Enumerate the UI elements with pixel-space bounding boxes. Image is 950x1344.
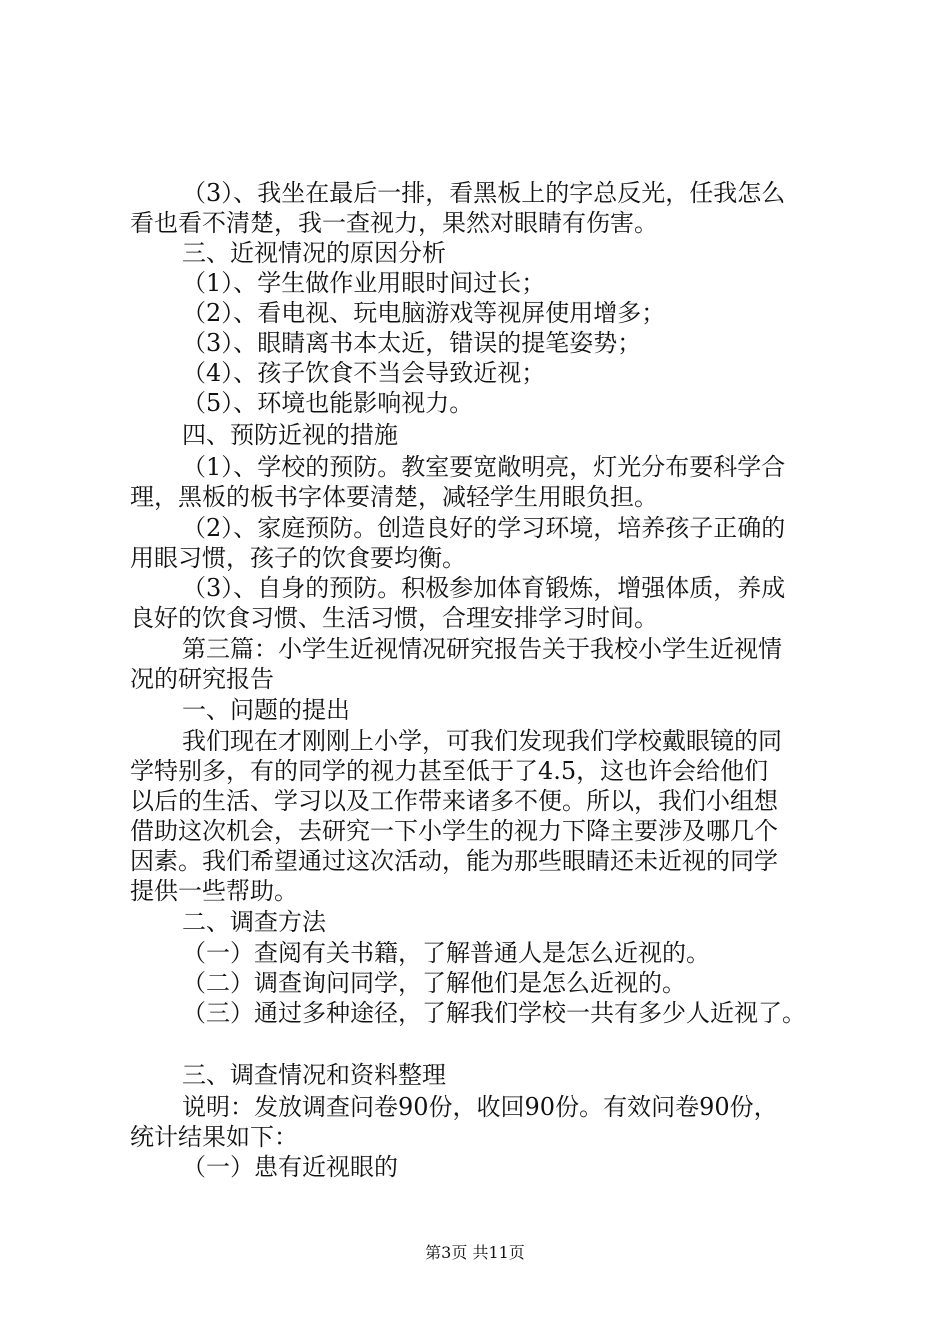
section-heading: 四、预防近视的措施 — [182, 421, 398, 449]
section-heading: 三、近视情况的原因分析 — [182, 239, 446, 267]
list-item: （一）查阅有关书籍，了解普通人是怎么近视的。 — [182, 939, 710, 967]
chapter-title: 况的研究报告 — [130, 665, 274, 693]
list-item: （一）患有近视眼的 — [182, 1153, 398, 1181]
text-line: 良好的饮食习惯、生活习惯，合理安排学习时间。 — [130, 604, 658, 632]
list-item: （4）、孩子饮食不当会导致近视； — [182, 359, 546, 387]
text-line: 看也看不清楚，我一查视力，果然对眼睛有伤害。 — [130, 209, 658, 237]
text-line: （2）、家庭预防。创造良好的学习环境，培养孩子正确的 — [182, 514, 786, 542]
list-item: （三）通过多种途径，了解我们学校一共有多少人近视了。 — [182, 999, 806, 1027]
text-line: 借助这次机会，去研究一下小学生的视力下降主要涉及哪几个 — [130, 817, 778, 845]
text-line: （3）、自身的预防。积极参加体育锻炼，增强体质，养成 — [182, 574, 786, 602]
chapter-title: 第三篇：小学生近视情况研究报告关于我校小学生近视情 — [182, 635, 782, 663]
list-item: （3）、眼睛离书本太近，错误的提笔姿势； — [182, 329, 642, 357]
text-line: （3）、我坐在最后一排，看黑板上的字总反光，任我怎么 — [182, 179, 786, 207]
page-footer: 第3页 共11页 — [425, 1243, 525, 1262]
text-line: 因素。我们希望通过这次活动，能为那些眼睛还未近视的同学 — [130, 847, 778, 875]
section-heading: 三、调查情况和资料整理 — [182, 1061, 446, 1089]
text-line: 说明：发放调查问卷90份，收回90份。有效问卷90份， — [182, 1093, 778, 1121]
text-line: 我们现在才刚刚上小学，可我们发现我们学校戴眼镜的同 — [182, 727, 782, 755]
text-line: 理，黑板的板书字体要清楚，减轻学生用眼负担。 — [130, 483, 658, 511]
text-line: 统计结果如下： — [130, 1123, 298, 1151]
text-line: 以后的生活、学习以及工作带来诸多不便。所以，我们小组想 — [130, 787, 778, 815]
text-line: 提供一些帮助。 — [130, 877, 298, 905]
section-heading: 一、问题的提出 — [182, 696, 350, 724]
text-line: 用眼习惯，孩子的饮食要均衡。 — [130, 544, 466, 572]
list-item: （5）、环境也能影响视力。 — [182, 389, 474, 417]
section-heading: 二、调查方法 — [182, 908, 326, 936]
list-item: （2）、看电视、玩电脑游戏等视屏使用增多； — [182, 299, 666, 327]
list-item: （二）调查询问同学，了解他们是怎么近视的。 — [182, 969, 686, 997]
text-line: 学特别多，有的同学的视力甚至低于了4.5，这也许会给他们 — [130, 757, 769, 785]
text-line: （1）、学校的预防。教室要宽敞明亮，灯光分布要科学合 — [182, 453, 786, 481]
list-item: （1）、学生做作业用眼时间过长； — [182, 269, 546, 297]
